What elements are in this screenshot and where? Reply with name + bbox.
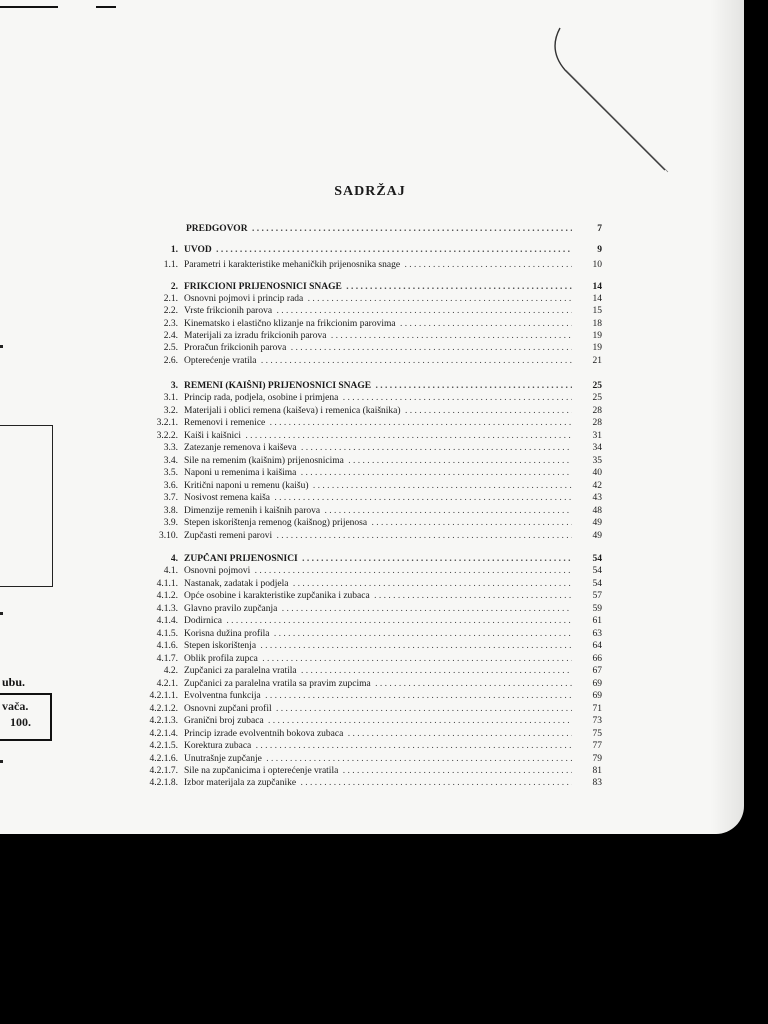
toc-entry-title-wrap xyxy=(184,678,572,690)
toc-entry-title: Materijali za izradu frikcionih parova xyxy=(184,331,327,341)
toc-entry-title-wrap xyxy=(184,530,572,542)
toc-entry xyxy=(0,355,744,367)
toc-entry-title-wrap xyxy=(184,467,572,479)
toc-entry-page: 25 xyxy=(592,393,602,403)
toc-entry-number: 4.1.6. xyxy=(156,641,178,651)
toc-entry-page: 64 xyxy=(592,641,602,651)
toc-entry-page: 73 xyxy=(592,716,602,726)
toc-entry-title-wrap xyxy=(184,590,572,602)
toc-entry-title: Nastanak, zadatak i podjela xyxy=(184,579,289,589)
toc-entry-number: 4.1.2. xyxy=(156,591,178,601)
toc-entry-page: 75 xyxy=(592,729,602,739)
toc-entry-title: Unutrašnje zupčanje xyxy=(184,754,262,764)
toc-entry-number: 2.1. xyxy=(163,294,178,304)
toc-entry-number: 3.2. xyxy=(163,406,178,416)
toc-entry-title-wrap xyxy=(184,293,572,305)
toc-entry-title-wrap xyxy=(184,405,572,417)
toc-entry-page: 14 xyxy=(592,282,602,292)
toc-entry-number: 4.2.1.7. xyxy=(149,766,178,776)
toc-entry xyxy=(0,223,744,235)
toc-entry-title-wrap xyxy=(184,740,572,752)
toc-entry-title-wrap xyxy=(184,330,572,342)
toc-entry xyxy=(0,392,744,404)
toc-entry-title: Kritični naponi u remenu (kaišu) xyxy=(184,481,309,491)
toc-entry-number: 2.5. xyxy=(163,343,178,353)
toc-entry-page: 9 xyxy=(597,245,602,255)
toc-entry-page: 54 xyxy=(592,554,602,564)
toc-entry-title-wrap xyxy=(184,492,572,504)
toc-entry xyxy=(0,467,744,479)
toc-entry-title-wrap xyxy=(184,703,572,715)
toc-entry-title-wrap xyxy=(184,728,572,740)
toc-entry-page: 43 xyxy=(592,493,602,503)
toc-entry xyxy=(0,765,744,777)
toc-entry-page: 7 xyxy=(597,224,602,234)
toc-entry xyxy=(0,715,744,727)
stamp-line: 100. xyxy=(10,715,31,729)
toc-entry xyxy=(0,517,744,529)
toc-entry-title: Dimenzije remenih i kaišnih parova xyxy=(184,506,321,516)
toc-entry-title: Zupčanici za paralelna vratila sa pravim zupcima xyxy=(184,679,371,689)
toc-entry-title: Vrste frikcionih parova xyxy=(184,306,273,316)
toc-entry-title-wrap xyxy=(184,442,572,454)
toc-entry-number: 3.1. xyxy=(163,393,178,403)
toc-entry-page: 54 xyxy=(592,566,602,576)
toc-entry-title: REMENI (KAIŠNI) PRIJENOSNICI SNAGE xyxy=(184,381,372,391)
toc-entry-page: 42 xyxy=(592,481,602,491)
toc-entry-title: Stepen iskorištenja remenog (kaišnog) prijenosa xyxy=(184,518,368,528)
toc-entry-page: 14 xyxy=(592,294,602,304)
toc-entry-page: 28 xyxy=(592,406,602,416)
toc-entry xyxy=(0,753,744,765)
toc-entry-page: 48 xyxy=(592,506,602,516)
toc-entry-number: 3.6. xyxy=(163,481,178,491)
toc-entry-number: 4.2.1.1. xyxy=(149,691,178,701)
toc-entry xyxy=(0,430,744,442)
toc-entry-title-wrap xyxy=(184,653,572,665)
toc-entry-title: Korisna dužina profila xyxy=(184,629,270,639)
toc-entry-number: 4.1.4. xyxy=(156,616,178,626)
toc-entry-page: 77 xyxy=(592,741,602,751)
toc-entry-title-wrap xyxy=(184,753,572,765)
toc-entry-page: 83 xyxy=(592,778,602,788)
toc-entry-title-wrap xyxy=(184,417,572,429)
toc-entry-title: Proračun frikcionih parova xyxy=(184,343,287,353)
toc-entry xyxy=(0,665,744,677)
toc-entry xyxy=(0,777,744,789)
toc-entry-page: 40 xyxy=(592,468,602,478)
toc-entry xyxy=(0,565,744,577)
toc-entry-number: 4.2.1.5. xyxy=(149,741,178,751)
toc-entry-number: 2.2. xyxy=(163,306,178,316)
toc-entry-title-wrap xyxy=(184,615,572,627)
toc-entry-page: 66 xyxy=(592,654,602,664)
toc-entry-title-wrap xyxy=(184,259,572,271)
toc-entry-page: 67 xyxy=(592,666,602,676)
toc-entry-number: 3.3. xyxy=(163,443,178,453)
toc-entry-page: 57 xyxy=(592,591,602,601)
toc-entry-page: 69 xyxy=(592,679,602,689)
toc-entry-page: 69 xyxy=(592,691,602,701)
toc-entry-number: 4.2.1.6. xyxy=(149,754,178,764)
toc-entry xyxy=(0,330,744,342)
toc-entry xyxy=(0,405,744,417)
toc-entry-page: 18 xyxy=(592,319,602,329)
toc-entry xyxy=(0,305,744,317)
toc-entry-number: 4.2.1.8. xyxy=(149,778,178,788)
toc-entry xyxy=(0,740,744,752)
toc-entry-title-wrap xyxy=(184,665,572,677)
toc-entry-title-wrap xyxy=(184,565,572,577)
toc-entry-page: 25 xyxy=(592,381,602,391)
toc-entry xyxy=(0,244,744,256)
toc-entry-title: Princip rada, podjela, osobine i primjena xyxy=(184,393,339,403)
toc-entry-number: 2.6. xyxy=(163,356,178,366)
toc-entry xyxy=(0,728,744,740)
toc-entry-page: 19 xyxy=(592,331,602,341)
toc-entry xyxy=(0,318,744,330)
toc-entry-title: ZUPČANI PRIJENOSNICI xyxy=(184,554,298,564)
toc-entry-title: Nosivost remena kaiša xyxy=(184,493,271,503)
toc-entry-number: 3.2.2. xyxy=(156,431,178,441)
toc-entry-page: 35 xyxy=(592,456,602,466)
toc-entry-page: 71 xyxy=(592,704,602,714)
toc-entry-number: 2. xyxy=(170,282,178,292)
toc-entry-title: Materijali i oblici remena (kaiševa) i remenica (kaišnika) xyxy=(184,406,401,416)
toc-entry-number: 1.1. xyxy=(163,260,178,270)
toc-entry-title-wrap xyxy=(186,223,572,235)
toc-entry xyxy=(0,530,744,542)
toc-entry-number: 4.1.5. xyxy=(156,629,178,639)
toc-entry-title-wrap xyxy=(184,777,572,789)
toc-entry-page: 28 xyxy=(592,418,602,428)
toc-entry-title: Glavno pravilo zupčanja xyxy=(184,604,278,614)
toc-entry-number: 4. xyxy=(170,554,178,564)
margin-fragment: ubu. xyxy=(2,675,26,689)
toc-entry-title: Stepen iskorištenja xyxy=(184,641,257,651)
toc-entry-title: Princip izrade evolventnih bokova zubaca xyxy=(184,729,344,739)
toc-entry-page: 15 xyxy=(592,306,602,316)
toc-entry-title: PREDGOVOR xyxy=(186,224,248,234)
toc-entry-title: Zupčasti remeni parovi xyxy=(184,531,273,541)
toc-entry xyxy=(0,442,744,454)
toc-entry-number: 4.2.1. xyxy=(156,679,178,689)
toc-entry-page: 54 xyxy=(592,579,602,589)
toc-entry-title-wrap xyxy=(184,765,572,777)
toc-entry-title-wrap xyxy=(184,553,572,565)
toc-entry xyxy=(0,678,744,690)
toc-entry-title-wrap xyxy=(184,505,572,517)
scan-bottom-strip xyxy=(0,834,768,1024)
toc-entry-page: 49 xyxy=(592,531,602,541)
toc-entry-title: Sile na remenim (kaišnim) prijenosnicima xyxy=(184,456,344,466)
toc-entry-title-wrap xyxy=(184,318,572,330)
toc-entry xyxy=(0,281,744,293)
toc-entry-number: 4.1.3. xyxy=(156,604,178,614)
toc-entry-number: 4.1. xyxy=(163,566,178,576)
toc-entry xyxy=(0,578,744,590)
toc-entry-page: 34 xyxy=(592,443,602,453)
toc-entry-title: Kaiši i kaišnici xyxy=(184,431,241,441)
toc-entry-title: Dodirnica xyxy=(184,616,222,626)
toc-entry xyxy=(0,690,744,702)
toc-entry-number: 4.2.1.3. xyxy=(149,716,178,726)
toc-entry-title-wrap xyxy=(184,455,572,467)
toc-entry xyxy=(0,653,744,665)
toc-entry-title: Osnovni zupčani profil xyxy=(184,704,272,714)
toc-entry xyxy=(0,342,744,354)
toc-entry-title-wrap xyxy=(184,480,572,492)
toc-entry-title: Osnovni pojmovi i princip rada xyxy=(184,294,304,304)
toc-entry-page: 79 xyxy=(592,754,602,764)
toc-entry-page: 31 xyxy=(592,431,602,441)
toc-entry-title-wrap xyxy=(184,578,572,590)
toc-entry-title-wrap xyxy=(184,355,572,367)
toc-entry xyxy=(0,615,744,627)
toc-entry-page: 63 xyxy=(592,629,602,639)
toc-entry-title: Granični broj zubaca xyxy=(184,716,264,726)
toc-entry-number: 3.2.1. xyxy=(156,418,178,428)
toc-entry-title-wrap xyxy=(184,603,572,615)
toc-entry-number: 4.1.1. xyxy=(156,579,178,589)
toc-entry-title: UVOD xyxy=(184,245,212,255)
toc-entry-title: Osnovni pojmovi xyxy=(184,566,251,576)
stamp-line: vača. xyxy=(2,699,29,713)
toc-entry-number: 3.9. xyxy=(163,518,178,528)
toc-entry-title: Opće osobine i karakteristike zupčanika i zubaca xyxy=(184,591,370,601)
toc-entry-page: 59 xyxy=(592,604,602,614)
toc-entry-title: Sile na zupčanicima i opterećenje vratila xyxy=(184,766,339,776)
toc-entry-title-wrap xyxy=(184,305,572,317)
toc-entry-page: 49 xyxy=(592,518,602,528)
toc-entry-title: Izbor materijala za zupčanike xyxy=(184,778,297,788)
toc-entry-number: 1. xyxy=(170,245,178,255)
toc-entry-title: Opterećenje vratila xyxy=(184,356,257,366)
toc-entry-title-wrap xyxy=(184,640,572,652)
toc-entry xyxy=(0,603,744,615)
toc-entry-title: Parametri i karakteristike mehaničkih prijenosnika snage xyxy=(184,260,401,270)
toc-entry-page: 61 xyxy=(592,616,602,626)
toc-entry xyxy=(0,505,744,517)
toc-entry-title: Korektura zubaca xyxy=(184,741,252,751)
toc-entry-title: Zatezanje remenova i kaiševa xyxy=(184,443,297,453)
toc-entry-title-wrap xyxy=(184,628,572,640)
toc-entry-page: 19 xyxy=(592,343,602,353)
toc-entry-number: 3.4. xyxy=(163,456,178,466)
toc-entry-title-wrap xyxy=(184,244,572,256)
toc-entry-title-wrap xyxy=(184,281,572,293)
toc-entry-title: Remenovi i remenice xyxy=(184,418,266,428)
toc-entry-number: 4.2. xyxy=(163,666,178,676)
toc-entry xyxy=(0,455,744,467)
toc-entry xyxy=(0,380,744,392)
toc-entry-page: 81 xyxy=(592,766,602,776)
toc-entry-page: 21 xyxy=(592,356,602,366)
toc-entry-number: 3.5. xyxy=(163,468,178,478)
toc-entry xyxy=(0,480,744,492)
toc-entry-title-wrap xyxy=(184,342,572,354)
toc-entry xyxy=(0,492,744,504)
toc-entry-title-wrap xyxy=(184,517,572,529)
toc-entry-title: Evolventna funkcija xyxy=(184,691,261,701)
toc-entry-title-wrap xyxy=(184,715,572,727)
toc-entry-title: Kinematsko i elastično klizanje na frikcionim parovima xyxy=(184,319,396,329)
toc-entry-number: 2.3. xyxy=(163,319,178,329)
toc-entry xyxy=(0,703,744,715)
toc-entry-number: 4.2.1.4. xyxy=(149,729,178,739)
toc-entry-title-wrap xyxy=(184,392,572,404)
toc-entry xyxy=(0,553,744,565)
toc-entry-number: 3. xyxy=(170,381,178,391)
toc-entry-number: 4.1.7. xyxy=(156,654,178,664)
toc-entry-title-wrap xyxy=(184,430,572,442)
toc-entry xyxy=(0,259,744,271)
toc-entry-number: 2.4. xyxy=(163,331,178,341)
toc-entry-number: 3.8. xyxy=(163,506,178,516)
toc-entry-title: Naponi u remenima i kaišima xyxy=(184,468,297,478)
toc-entry xyxy=(0,417,744,429)
page-title: SADRŽAJ xyxy=(334,184,406,199)
toc-entry-page: 10 xyxy=(592,260,602,270)
toc-entry-title-wrap xyxy=(184,690,572,702)
toc-entry-number: 3.10. xyxy=(159,531,178,541)
toc-entry-title-wrap xyxy=(184,380,572,392)
toc-entry xyxy=(0,628,744,640)
toc-entry-number: 4.2.1.2. xyxy=(149,704,178,714)
toc-entry xyxy=(0,590,744,602)
toc-entry-title: FRIKCIONI PRIJENOSNICI SNAGE xyxy=(184,282,342,292)
toc-entry xyxy=(0,293,744,305)
toc-entry-title: Zupčanici za paralelna vratila xyxy=(184,666,297,676)
toc-entry xyxy=(0,640,744,652)
toc-entry-title: Oblik profila zupca xyxy=(184,654,258,664)
toc-entry-number: 3.7. xyxy=(163,493,178,503)
